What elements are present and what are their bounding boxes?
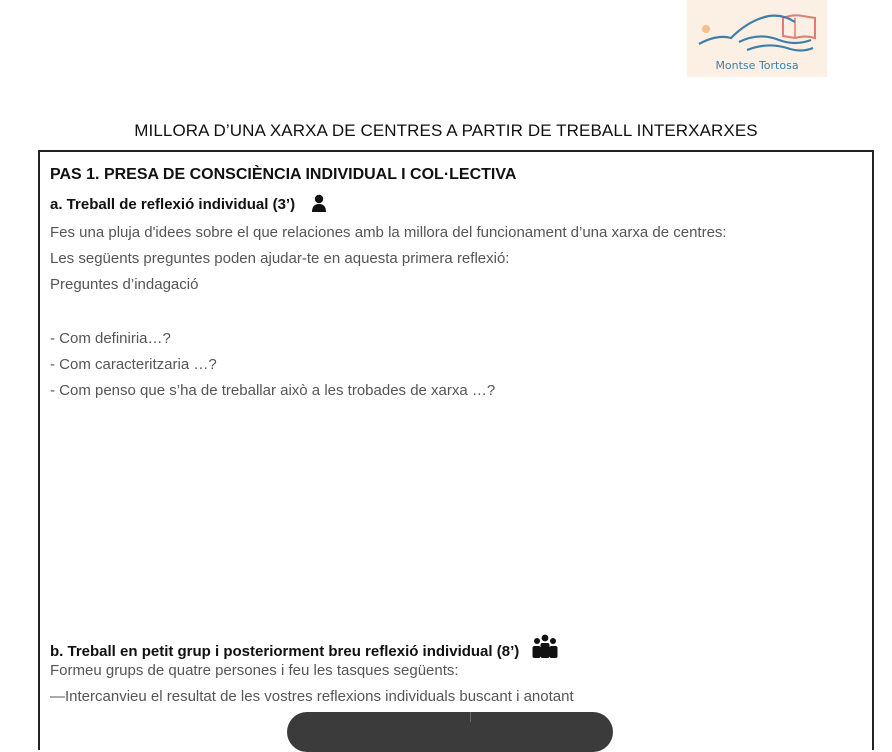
question-item: - Com caracteritzaria …? xyxy=(50,356,217,373)
part-a-line: Les següents preguntes poden ajudar-te en aquesta primera reflexió: xyxy=(50,250,510,267)
section-heading: PAS 1. PRESA DE CONSCIÈNCIA INDIVIDUAL I COL·LECTIVA xyxy=(50,166,517,183)
toolbar-divider xyxy=(470,712,471,722)
person-icon xyxy=(311,194,327,216)
group-icon xyxy=(531,634,559,662)
part-a-heading-row xyxy=(50,194,327,216)
viewer-toolbar[interactable] xyxy=(287,712,613,752)
part-a-heading: a. Treball de reflexió individual (3’) xyxy=(50,195,296,213)
part-b-line: Formeu grups de quatre persones i feu les tasques següents: xyxy=(50,662,459,679)
logo-text: Montse Tortosa xyxy=(715,59,799,72)
part-b-heading-row xyxy=(50,634,559,662)
page-title: MILLORA D’UNA XARXA DE CENTRES A PARTIR DE TREBALL INTERXARXES xyxy=(134,121,758,140)
part-b-line: —Intercanvieu el resultat de les vostres reflexions individuals buscant i anotant xyxy=(50,688,574,705)
part-a-line: Fes una pluja d'idees sobre el que relaciones amb la millora del funcionament d’una xarxa de centres: xyxy=(50,224,727,241)
logo xyxy=(687,0,827,77)
part-a-line: Preguntes d’indagació xyxy=(50,276,199,293)
activity-box xyxy=(38,150,874,750)
part-b-heading: b. Treball en petit grup i posteriorment breu reflexió individual (8’) xyxy=(50,643,520,660)
logo-graphic xyxy=(687,0,827,60)
question-item: - Com penso que s’ha de treballar això a les trobades de xarxa …? xyxy=(50,382,496,399)
question-item: - Com definiria…? xyxy=(50,330,171,347)
